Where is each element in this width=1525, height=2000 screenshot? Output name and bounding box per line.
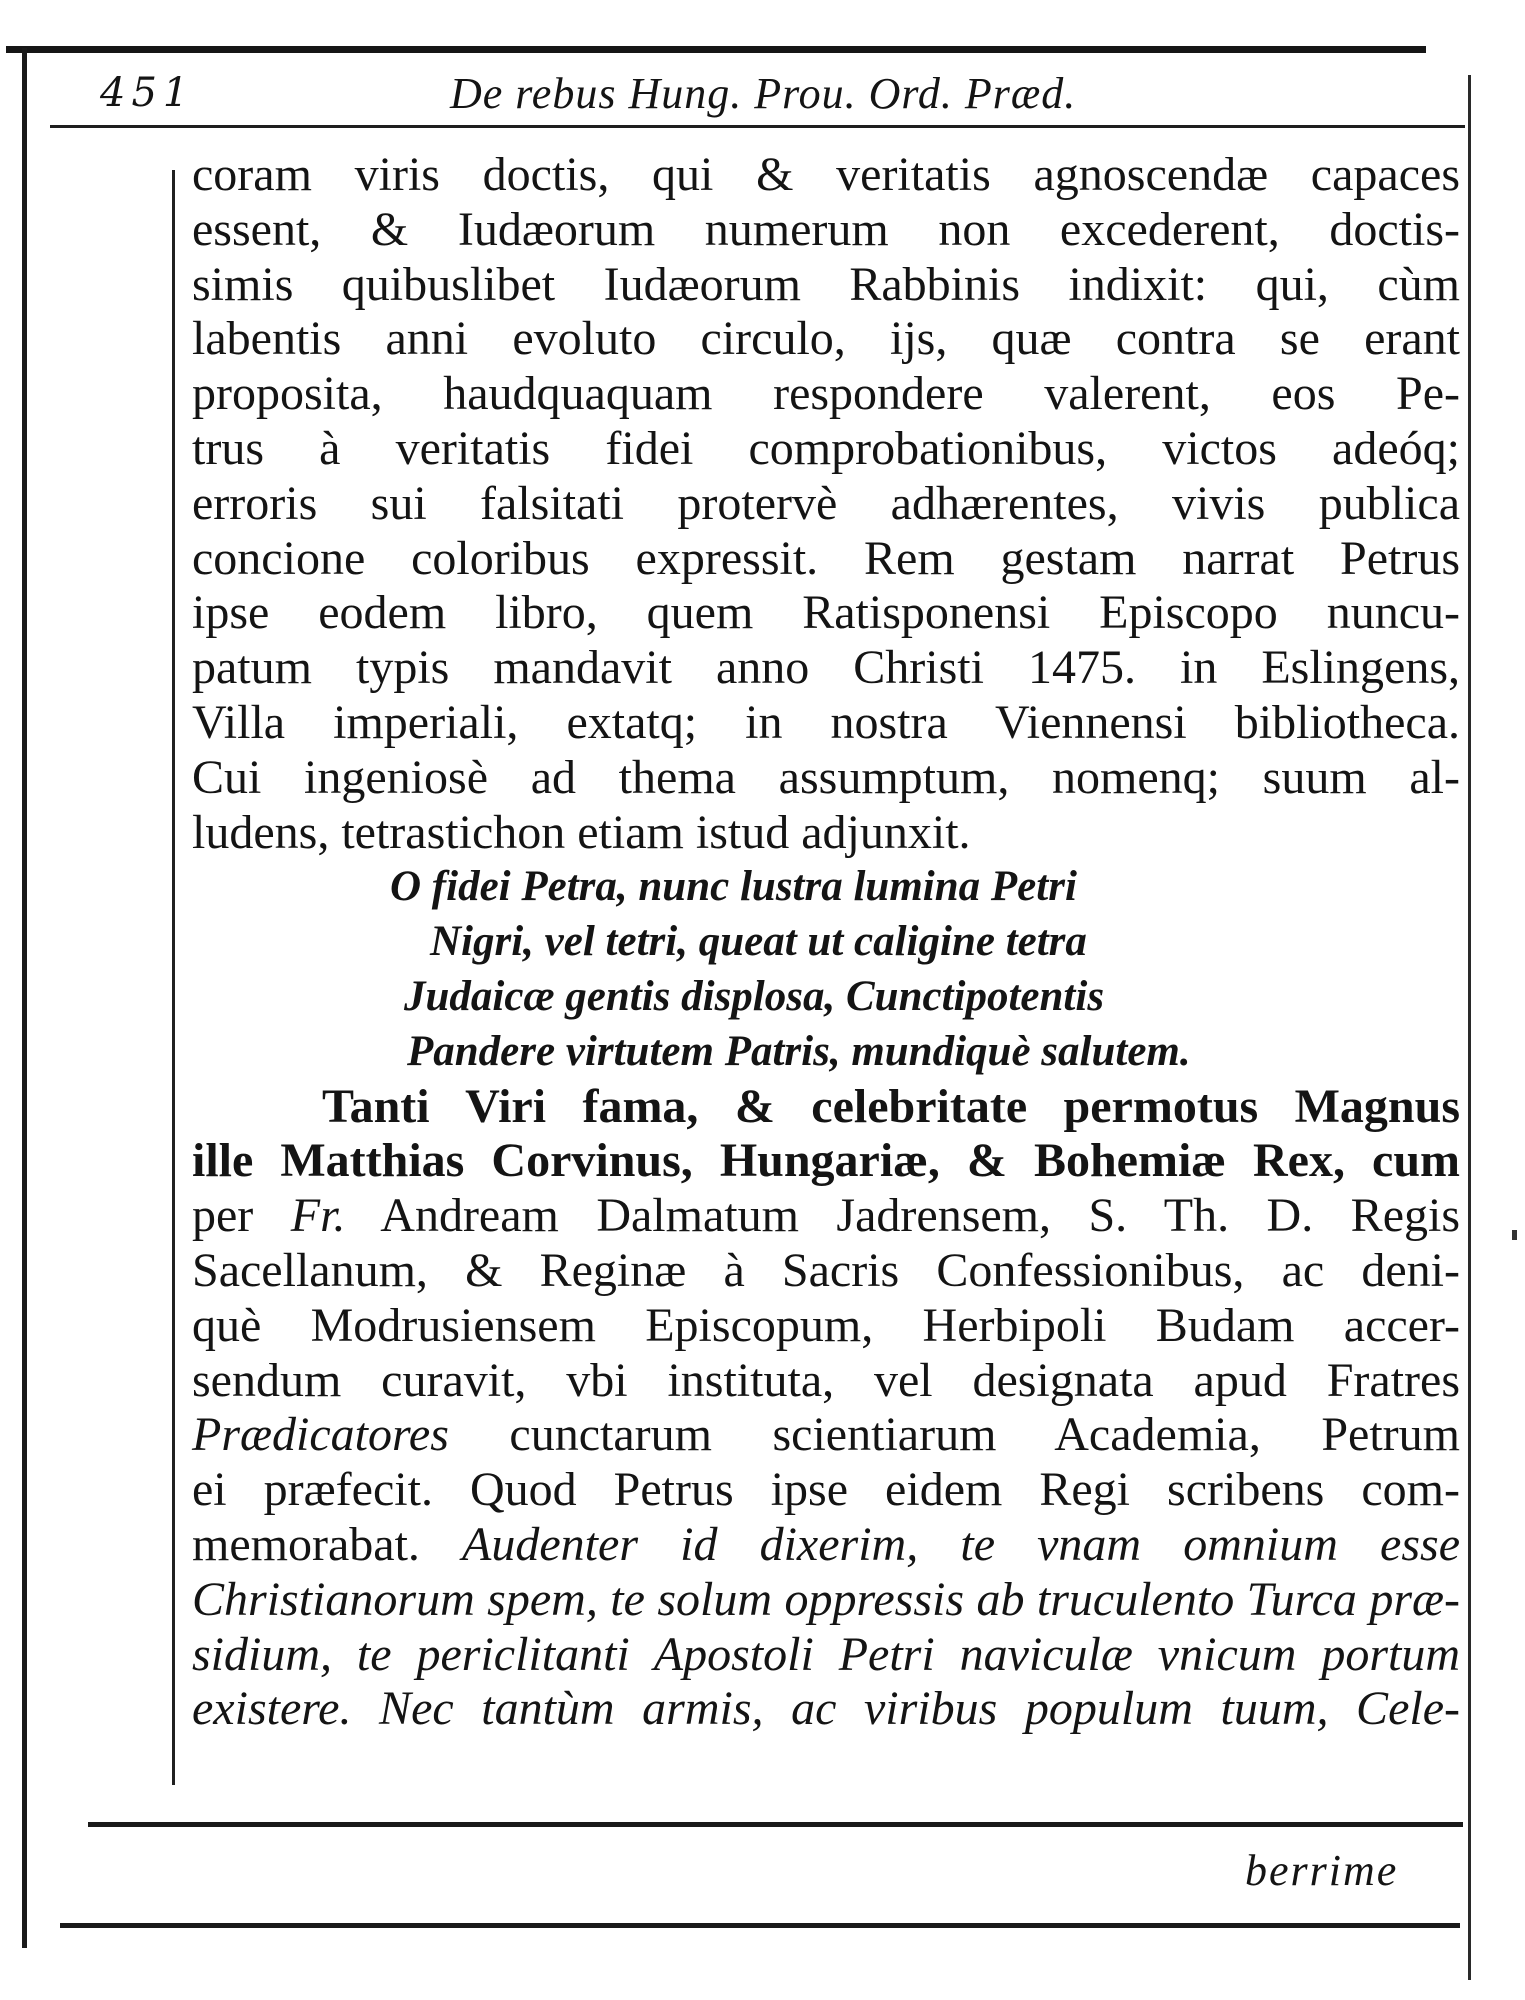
text-line — [192, 1682, 1460, 1737]
text-line — [192, 1408, 1460, 1463]
verse-line: Nigri, vel tetri, queat ut caligine tetra — [430, 918, 1087, 966]
header-rule — [50, 125, 1465, 128]
text-line: què Modrusiensem Episcopum, Herbipoli Budam accer- — [192, 1298, 1460, 1352]
text-line: coram viris doctis, qui & veritatis agnoscendæ capaces — [192, 148, 1460, 201]
text-line: Villa imperiali, extatq; in nostra Viennensi bibliotheca. — [192, 695, 1460, 749]
page-number: 451 — [100, 70, 195, 116]
text-line: ipse eodem libro, quem Ratisponensi Episcopo nuncu- — [192, 586, 1460, 640]
running-head: De rebus Hung. Prou. Ord. Præd. — [450, 69, 1077, 118]
text-span: Nec tantùm armis, ac viribus populum tuum, Cele- — [379, 1682, 1460, 1736]
text-line: simis quibuslibet Iudæorum Rabbinis indixit: qui, cùm — [192, 257, 1460, 311]
text-span: Prædicatores — [192, 1408, 449, 1462]
left-frame-rule — [22, 48, 27, 1948]
text-span: cunctarum scientiarum Academia, Petrum — [509, 1408, 1460, 1462]
text-line: concione coloribus expressit. Rem gestam narrat Petrus — [192, 531, 1460, 585]
right-frame-rule — [1468, 75, 1471, 1980]
text-span: existere. — [192, 1682, 352, 1736]
text-line: patum typis mandavit anno Christi 1475. in Eslingens, — [192, 641, 1460, 695]
verse-line: Pandere virtutem Patris, mundiquè salutem. — [407, 1027, 1191, 1075]
catchword: berrime — [1245, 1846, 1399, 1895]
verse-line: O fidei Petra, nunc lustra lumina Petri — [390, 863, 1077, 911]
text-column-rule — [172, 170, 175, 1785]
text-span: memorabat. — [192, 1517, 420, 1571]
text-line — [192, 1189, 1460, 1244]
text-line: essent, & Iudæorum numerum non excederent, doctis- — [192, 202, 1460, 256]
text-line: labentis anni evoluto circulo, ijs, quæ contra se erant — [192, 312, 1460, 366]
text-line: ei præfecit. Quod Petrus ipse eidem Regi scribens com- — [192, 1463, 1460, 1517]
text-line: ille Matthias Corvinus, Hungariæ, & Bohemiæ Rex, cum — [192, 1134, 1460, 1188]
text-line: Cui ingeniosè ad thema assumptum, nomenq; suum al- — [192, 750, 1460, 804]
text-line: Christianorum spem, te solum oppressis ab truculento Turca præ- — [192, 1572, 1460, 1626]
footer-rule-upper — [88, 1822, 1463, 1827]
verse-line: Judaicæ gentis displosa, Cunctipotentis — [404, 972, 1105, 1020]
text-span: Andream Dalmatum Jadrensem, S. Th. D. Regis — [380, 1189, 1461, 1243]
text-span: per — [192, 1189, 254, 1243]
text-line: Sacellanum, & Reginæ à Sacris Confessionibus, ac deni- — [192, 1243, 1460, 1297]
text-span: Fr. — [290, 1189, 346, 1243]
text-line: sendum curavit, vbi instituta, vel designata apud Fratres — [192, 1353, 1460, 1407]
text-span: Audenter id dixerim, te vnam omnium esse — [462, 1517, 1460, 1571]
footer-rule-lower — [60, 1923, 1460, 1928]
margin-mark — [1512, 1230, 1517, 1240]
top-rule — [6, 46, 1426, 53]
text-line: ludens, tetrastichon etiam istud adjunxit. — [192, 805, 971, 859]
text-line — [192, 1518, 1460, 1573]
text-line: Tanti Viri fama, & celebritate permotus Magnus — [322, 1079, 1460, 1133]
text-line: trus à veritatis fidei comprobationibus, victos adeóq; — [192, 421, 1460, 475]
text-line: erroris sui falsitati protervè adhærentes, vivis publica — [192, 476, 1460, 530]
body-text — [192, 148, 1460, 1737]
text-line: proposita, haudquaquam respondere valerent, eos Pe- — [192, 367, 1460, 421]
text-line: sidium, te periclitanti Apostoli Petri naviculæ vnicum portum — [192, 1627, 1460, 1681]
